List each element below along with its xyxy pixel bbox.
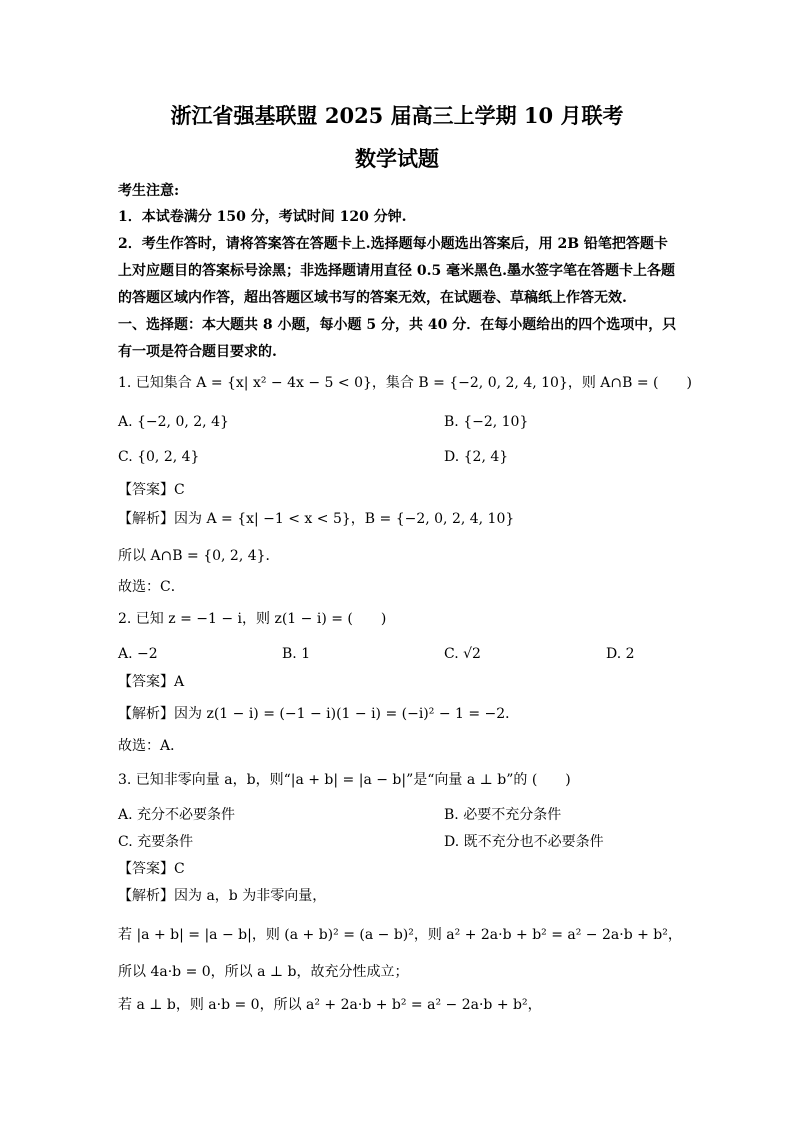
notice-item-1: 1．本试卷满分 150 分，考试时间 120 分钟. — [118, 209, 407, 225]
question-2-stem: 2. 已知 z = −1 − i，则 z(1 − i) = ( ) — [118, 611, 387, 627]
question-2-option-a: A. −2 — [118, 646, 158, 662]
question-2-option-d: D. 2 — [606, 646, 635, 662]
question-1-answer: 【答案】C — [118, 482, 185, 498]
question-3-analysis-line-3: 若 a ⊥ b，则 a·b = 0，所以 a² + 2a·b + b² = a² − 2a·b + b²， — [118, 997, 542, 1013]
notice-item-2-line-1: 2．考生作答时，请将答案答在答题卡上.选择题每小题选出答案后，用 2B 铅笔把答题卡 — [118, 236, 668, 252]
question-3-option-b: B. 必要不充分条件 — [444, 807, 562, 823]
notice-item-2-line-3: 的答题区域内作答，超出答题区域书写的答案无效，在试题卷、草稿纸上作答无效. — [118, 290, 627, 306]
notice-heading: 考生注意: — [118, 183, 180, 199]
exam-title: 浙江省强基联盟 2025 届高三上学期 10 月联考 — [170, 103, 624, 128]
question-2-analysis: 【解析】因为 z(1 − i) = (−1 − i)(1 − i) = (−i)² − 1 = −2． — [118, 706, 520, 722]
question-1-analysis-line-2: 所以 A∩B = {0, 2, 4}． — [118, 548, 280, 564]
question-2-choice: 故选：A． — [118, 738, 185, 754]
question-1-choice: 故选：C． — [118, 579, 185, 595]
question-3-option-d: D. 既不充分也不必要条件 — [444, 834, 604, 850]
question-3-analysis-line-2: 所以 4a·b = 0，所以 a ⊥ b，故充分性成立； — [118, 964, 409, 980]
question-2-option-b: B. 1 — [282, 646, 311, 662]
question-3-analysis: 【解析】因为 a，b 为非零向量， — [118, 888, 327, 904]
question-3-option-c: C. 充要条件 — [118, 834, 194, 850]
question-3-stem: 3. 已知非零向量 a，b，则“|a + b| = |a − b|”是“向量 a ⊥ b”的 ( ) — [118, 772, 571, 788]
question-3-answer: 【答案】C — [118, 861, 185, 877]
question-2-option-c: C. √2 — [444, 646, 481, 662]
section-heading-line-2: 有一项是符合题目要求的. — [118, 344, 277, 360]
question-1-option-b: B. {−2, 10} — [444, 414, 529, 430]
question-3-option-a: A. 充分不必要条件 — [118, 807, 236, 823]
section-heading-line-1: 一、选择题：本大题共 8 小题，每小题 5 分，共 40 分．在每小题给出的四个选项中，只 — [118, 317, 677, 333]
question-2-answer: 【答案】A — [118, 674, 185, 690]
question-1-analysis: 【解析】因为 A = {x| −1 < x < 5}，B = {−2, 0, 2, 4, 10} — [118, 511, 515, 527]
question-1-option-c: C. {0, 2, 4} — [118, 449, 200, 465]
notice-item-2-line-2: 上对应题目的答案标号涂黑；非选择题请用直径 0.5 毫米黑色.墨水签字笔在答题卡上各题 — [118, 263, 675, 279]
exam-subtitle: 数学试题 — [355, 146, 439, 171]
question-3-analysis-line-1: 若 |a + b| = |a − b|，则 (a + b)² = (a − b)²，则 a² + 2a·b + b² = a² − 2a·b + b²， — [118, 927, 682, 943]
question-1-option-a: A. {−2, 0, 2, 4} — [118, 414, 229, 430]
question-1-option-d: D. {2, 4} — [444, 449, 509, 465]
question-1-stem: 1. 已知集合 A = {x| x² − 4x − 5 < 0}，集合 B = {−2, 0, 2, 4, 10}，则 A∩B = ( ) — [118, 375, 692, 391]
